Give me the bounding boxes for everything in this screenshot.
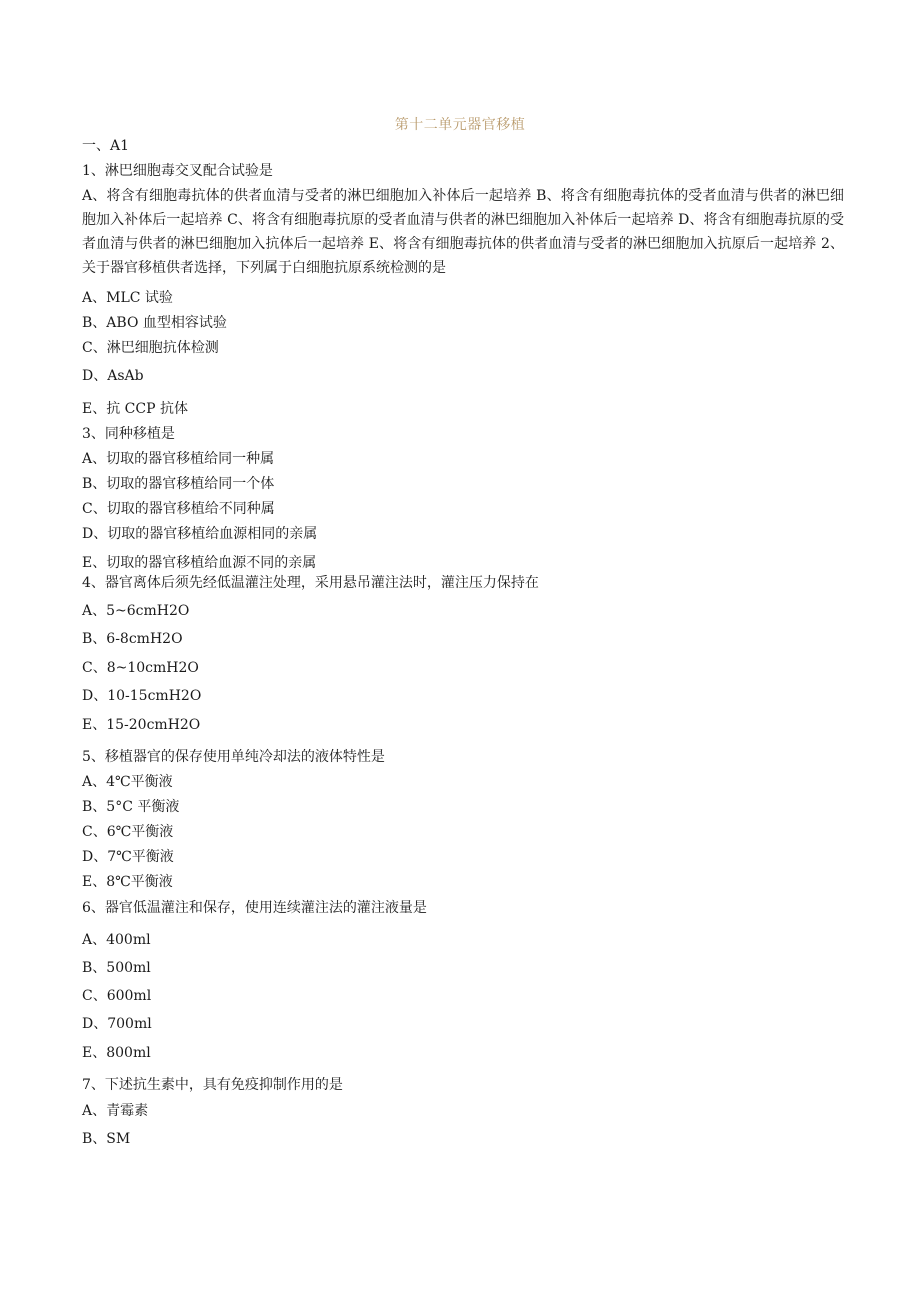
question-3-stem: 3、同种移植是 xyxy=(82,426,175,442)
question-5-option-d: D、7℃平衡液 xyxy=(82,849,174,865)
question-6-stem: 6、器官低温灌注和保存，使用连续灌注法的灌注液量是 xyxy=(82,900,427,916)
question-4-option-e: E、15-20cmH2O xyxy=(82,717,201,733)
question-6-option-d: D、700ml xyxy=(82,1016,152,1032)
question-3-option-e: E、切取的器官移植给血源不同的亲属 xyxy=(82,555,317,571)
question-4-option-c: C、8~10cmH2O xyxy=(82,660,199,676)
question-4-option-b: B、6-8cmH2O xyxy=(82,631,183,647)
question-5-stem: 5、移植器官的保存使用单纯冷却法的液体特性是 xyxy=(82,749,385,765)
question-6-option-c: C、600ml xyxy=(82,988,152,1004)
question-3-option-c: C、切取的器官移植给不同种属 xyxy=(82,501,275,517)
question-2-option-e: E、抗 CCP 抗体 xyxy=(82,401,188,417)
question-5-option-a: A、4℃平衡液 xyxy=(82,774,173,790)
question-2-option-b: B、ABO 血型相容试验 xyxy=(82,315,227,331)
question-4-option-a: A、5~6cmH2O xyxy=(82,603,190,619)
question-4-stem: 4、器官离体后须先经低温灌注处理，采用悬吊灌注法时，灌注压力保持在 xyxy=(82,575,539,591)
question-7-option-a: A、青霉素 xyxy=(82,1103,149,1119)
question-3-option-a: A、切取的器官移植给同一种属 xyxy=(82,451,275,467)
question-7-stem: 7、下述抗生素中，具有免疫抑制作用的是 xyxy=(82,1077,343,1093)
question-2-option-c: C、淋巴细胞抗体检测 xyxy=(82,340,219,356)
question-1-stem: 1、淋巴细胞毒交叉配合试验是 xyxy=(82,163,273,179)
question-3-option-b: B、切取的器官移植给同一个体 xyxy=(82,476,275,492)
question-6-option-a: A、400ml xyxy=(82,932,151,948)
question-5-option-b: B、5°C 平衡液 xyxy=(82,799,180,815)
question-1-options-paragraph: A、将含有细胞毒抗体的供者血清与受者的淋巴细胞加入补体后一起培养 B、将含有细胞毒抗体的受者血清与供者的淋巴细胞加入补体后一起培养 C、将含有细胞毒抗原的受者血清与供者的淋巴细胞加入补体后一起培养 D、将含有细胞毒抗原的受者血清与供者的淋巴细胞加入抗体后一起培养 E、将含有细胞毒抗体的供者血清与受者的淋巴细胞加入抗原后一起培养 2、关于器官移植供者选择，下列属于白细胞抗原系统检测的是 xyxy=(82,188,844,276)
question-5-option-c: C、6℃平衡液 xyxy=(82,824,174,840)
question-7-option-b: B、SM xyxy=(82,1131,131,1147)
question-2-option-d: D、AsAb xyxy=(82,368,144,384)
section-heading: 一、A1 xyxy=(82,138,130,154)
question-2-option-a: A、MLC 试验 xyxy=(82,290,173,306)
page-title: 第十二单元器官移植 xyxy=(394,117,526,133)
question-3-option-d: D、切取的器官移植给血源相同的亲属 xyxy=(82,526,318,542)
question-4-option-d: D、10-15cmH2O xyxy=(82,688,202,704)
question-5-option-e: E、8℃平衡液 xyxy=(82,874,173,890)
question-6-option-b: B、500ml xyxy=(82,960,151,976)
question-6-option-e: E、800ml xyxy=(82,1045,151,1061)
